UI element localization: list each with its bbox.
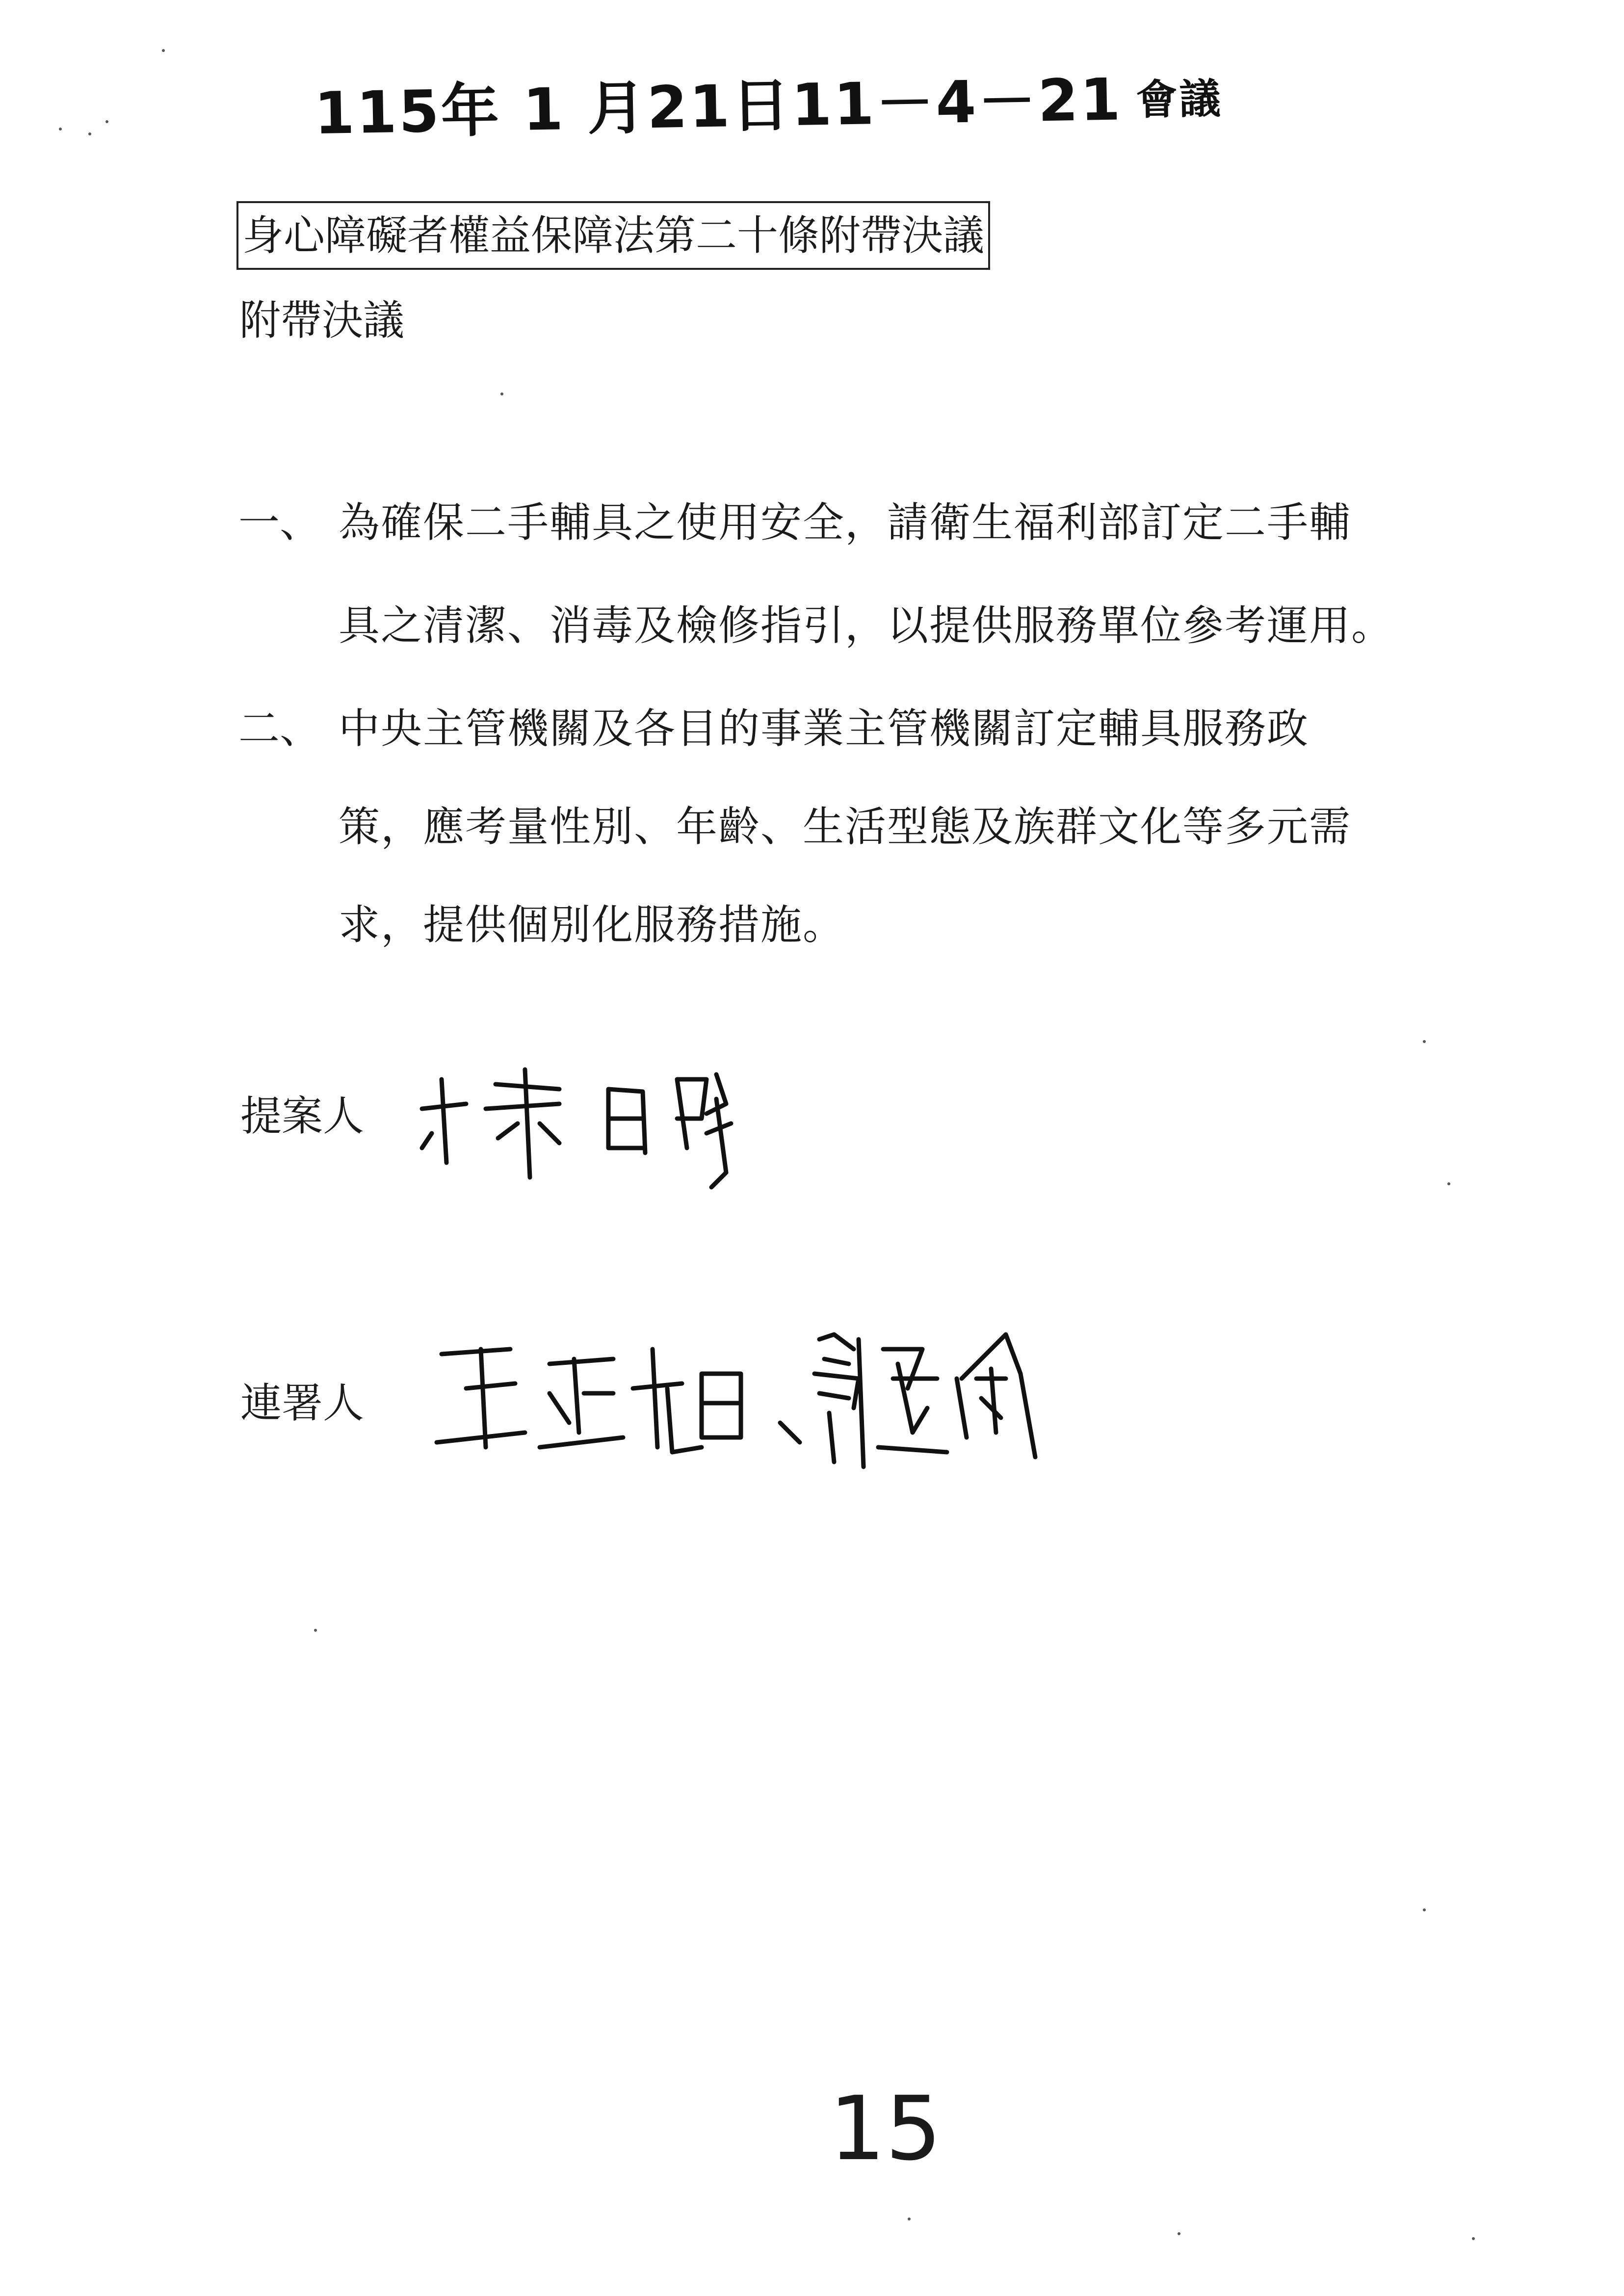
cosigner-signatures bbox=[427, 1320, 1153, 1491]
item-line: 中央主管機關及各目的事業主管機關訂定輔具服務政 bbox=[339, 704, 1310, 753]
item-line: 求，提供個別化服務措施。 bbox=[339, 901, 845, 949]
scan-speck bbox=[908, 2218, 911, 2220]
scan-speck bbox=[1423, 1040, 1426, 1043]
meeting-date-stamp bbox=[314, 51, 1223, 148]
scan-speck bbox=[1447, 1182, 1450, 1185]
meeting-date: 115年 1 月21日11－4－21 bbox=[314, 65, 1123, 148]
item-number: 二、 bbox=[238, 704, 321, 753]
scan-speck bbox=[500, 392, 503, 395]
scan-speck bbox=[59, 128, 62, 130]
scan-speck bbox=[1178, 2232, 1180, 2235]
meeting-label: 會議 bbox=[1135, 74, 1223, 124]
scan-speck bbox=[1423, 1908, 1426, 1911]
proposer-label: 提案人 bbox=[240, 1092, 365, 1140]
scan-speck bbox=[162, 49, 165, 52]
proposer-signature bbox=[412, 1050, 746, 1197]
cosigner-label: 連署人 bbox=[240, 1379, 365, 1427]
scan-speck bbox=[314, 1629, 317, 1632]
scan-speck bbox=[1472, 2237, 1475, 2240]
scan-speck bbox=[88, 132, 91, 135]
item-number: 一、 bbox=[238, 498, 321, 547]
item-line: 策，應考量性別、年齡、生活型態及族群文化等多元需 bbox=[339, 803, 1352, 851]
document-subtitle: 附帶決議 bbox=[239, 296, 405, 344]
item-line: 為確保二手輔具之使用安全，請衛生福利部訂定二手輔 bbox=[339, 498, 1352, 547]
page-number: 15 bbox=[829, 2078, 942, 2180]
document-title: 身心障礙者權益保障法第二十條附帶決議 bbox=[236, 201, 990, 270]
item-line: 具之清潔、消毒及檢修指引，以提供服務單位參考運用。 bbox=[339, 601, 1394, 650]
scan-speck bbox=[105, 120, 108, 123]
